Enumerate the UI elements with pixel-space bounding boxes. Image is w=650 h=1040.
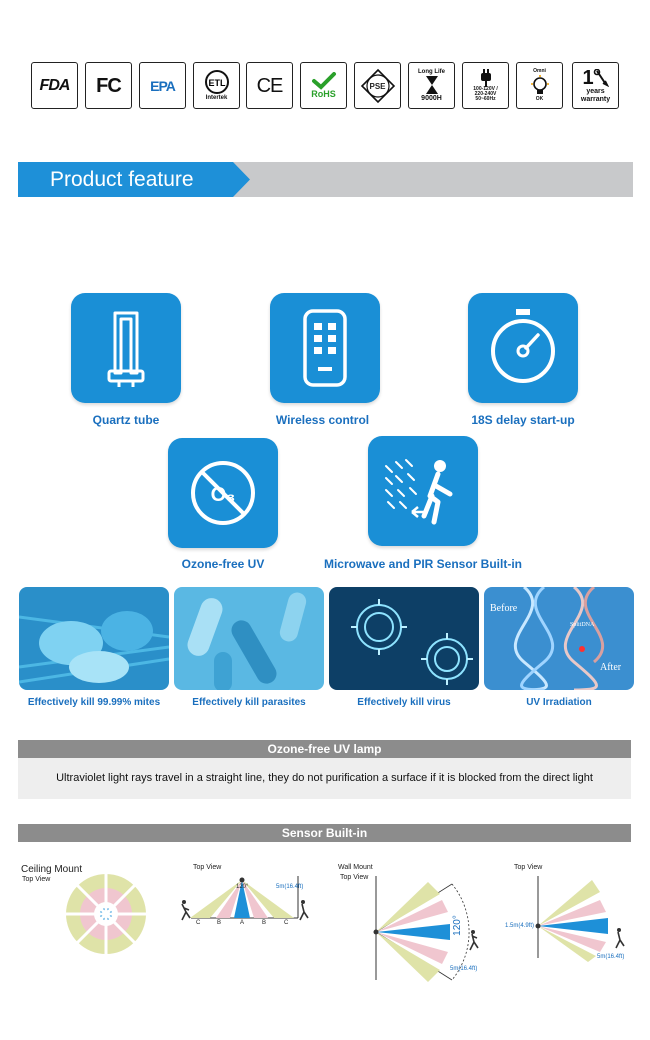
topview1-tick-b-left: B	[217, 920, 222, 926]
sensor-tile	[368, 436, 478, 546]
quartz-tube-icon	[71, 293, 181, 403]
topview2-height: 1.5m(4.9ft)	[505, 923, 535, 929]
uv-irradiation-label: UV Irradiation	[526, 697, 592, 708]
topview1-tick-b-right: B	[262, 920, 267, 926]
ozone-free-label: Ozone-free UV	[181, 557, 265, 571]
hourglass-icon	[425, 75, 439, 95]
quartz-tube-label: Quartz tube	[92, 413, 160, 427]
plug-icon	[478, 69, 494, 87]
ce-label: CE	[256, 74, 283, 97]
long-life-top: Long Life	[418, 68, 445, 75]
etl-cert-badge	[193, 62, 240, 109]
mites-photo	[19, 587, 169, 690]
virus-image-icon	[329, 587, 479, 690]
virus-photo	[329, 587, 479, 690]
wall-top-view: Top View	[340, 874, 369, 881]
warranty-line1: years	[586, 88, 605, 96]
omni-bottom: OK	[535, 95, 544, 102]
fc-cert-badge	[85, 62, 132, 109]
warranty-number: 1	[582, 67, 593, 90]
ce-cert-badge	[246, 62, 293, 109]
after-label: After	[600, 662, 622, 673]
omni-top: Omni	[533, 68, 546, 75]
pse-cert-badge	[354, 62, 401, 109]
delay-start-tile	[468, 293, 578, 403]
topview1-tick-c-left: C	[196, 920, 201, 926]
etl-label: Intertek	[205, 95, 228, 102]
delay-start-label: 18S delay start-up	[471, 413, 575, 427]
rohs-label: RoHS	[311, 88, 336, 99]
rohs-cert-badge	[300, 62, 347, 109]
long-life-badge	[408, 62, 455, 109]
svg-text:ETL: ETL	[208, 78, 225, 89]
topview2-distance: 5m(16.4ft)	[597, 954, 625, 960]
checkmark-icon	[311, 72, 337, 90]
sensor-section-title: Sensor Built-in	[18, 824, 631, 842]
warranty-badge	[572, 62, 619, 109]
motion-sensor-icon	[368, 436, 478, 546]
epa-label: EPA	[150, 77, 175, 94]
topview1-tick-a: A	[240, 920, 245, 926]
topview1-tick-c-right: C	[284, 920, 289, 926]
bulb-icon	[529, 75, 551, 97]
parasites-photo	[174, 587, 324, 690]
wall-angle: 120°	[451, 915, 463, 936]
voltage-badge	[462, 62, 509, 109]
no-ozone-icon	[168, 438, 278, 548]
ozone-free-tile	[168, 438, 278, 548]
topview1-title: Top View	[193, 864, 222, 871]
epa-cert-badge	[139, 62, 186, 109]
fda-cert-badge	[31, 62, 78, 109]
warranty-line2: warranty	[580, 95, 611, 103]
svg-text:O₃: O₃	[210, 484, 236, 506]
wall-distance: 5m(16.4ft)	[450, 966, 478, 972]
long-life-bottom: 9000H	[421, 94, 442, 102]
ceiling-mount-title: Ceiling Mount	[21, 864, 83, 875]
fc-label: FC	[96, 74, 121, 97]
split-dna-label: SplitDNA	[570, 622, 595, 628]
wireless-control-tile	[270, 293, 380, 403]
quartz-tube-tile	[71, 293, 181, 403]
topview2-coverage-icon	[534, 872, 634, 962]
topview1-distance: 5m(16.4ft)	[276, 884, 304, 890]
topview2-title: Top View	[514, 864, 543, 871]
wall-mount-title: Wall Mount	[338, 864, 373, 871]
wrench-icon	[593, 69, 609, 87]
omni-badge	[516, 62, 563, 109]
sensor-label: Microwave and PIR Sensor Built-in	[323, 557, 523, 571]
voltage-line3: 50~60Hz	[475, 96, 496, 103]
uv-irradiation-photo	[484, 587, 634, 690]
virus-label: Effectively kill virus	[357, 697, 451, 708]
voltage-line2: 220-240V	[474, 90, 497, 97]
ceiling-top-view: Top View	[22, 876, 51, 883]
ozone-section-note: Ultraviolet light rays travel in a straight line, they do not purification a surface if it is blocked from the direct light	[18, 758, 631, 799]
wireless-control-label: Wireless control	[275, 413, 370, 427]
stopwatch-icon	[468, 293, 578, 403]
warranty-top	[582, 68, 608, 88]
banner-title: Product feature	[50, 168, 194, 191]
parasites-image-icon	[174, 587, 324, 690]
parasites-label: Effectively kill parasites	[192, 697, 306, 708]
etl-logo-icon	[202, 69, 232, 95]
pse-label: PSE	[369, 82, 386, 91]
remote-control-icon	[270, 293, 380, 403]
mites-image-icon	[19, 587, 169, 690]
ceiling-coverage-icon	[62, 870, 150, 958]
voltage-line1: 100-120V /	[473, 85, 498, 92]
fda-label: FDA	[39, 76, 70, 94]
topview1-angle: 120°	[236, 884, 249, 890]
mites-label: Effectively kill 99.99% mites	[27, 697, 161, 708]
ozone-section-title: Ozone-free UV lamp	[18, 740, 631, 758]
before-label: Before	[490, 603, 518, 614]
